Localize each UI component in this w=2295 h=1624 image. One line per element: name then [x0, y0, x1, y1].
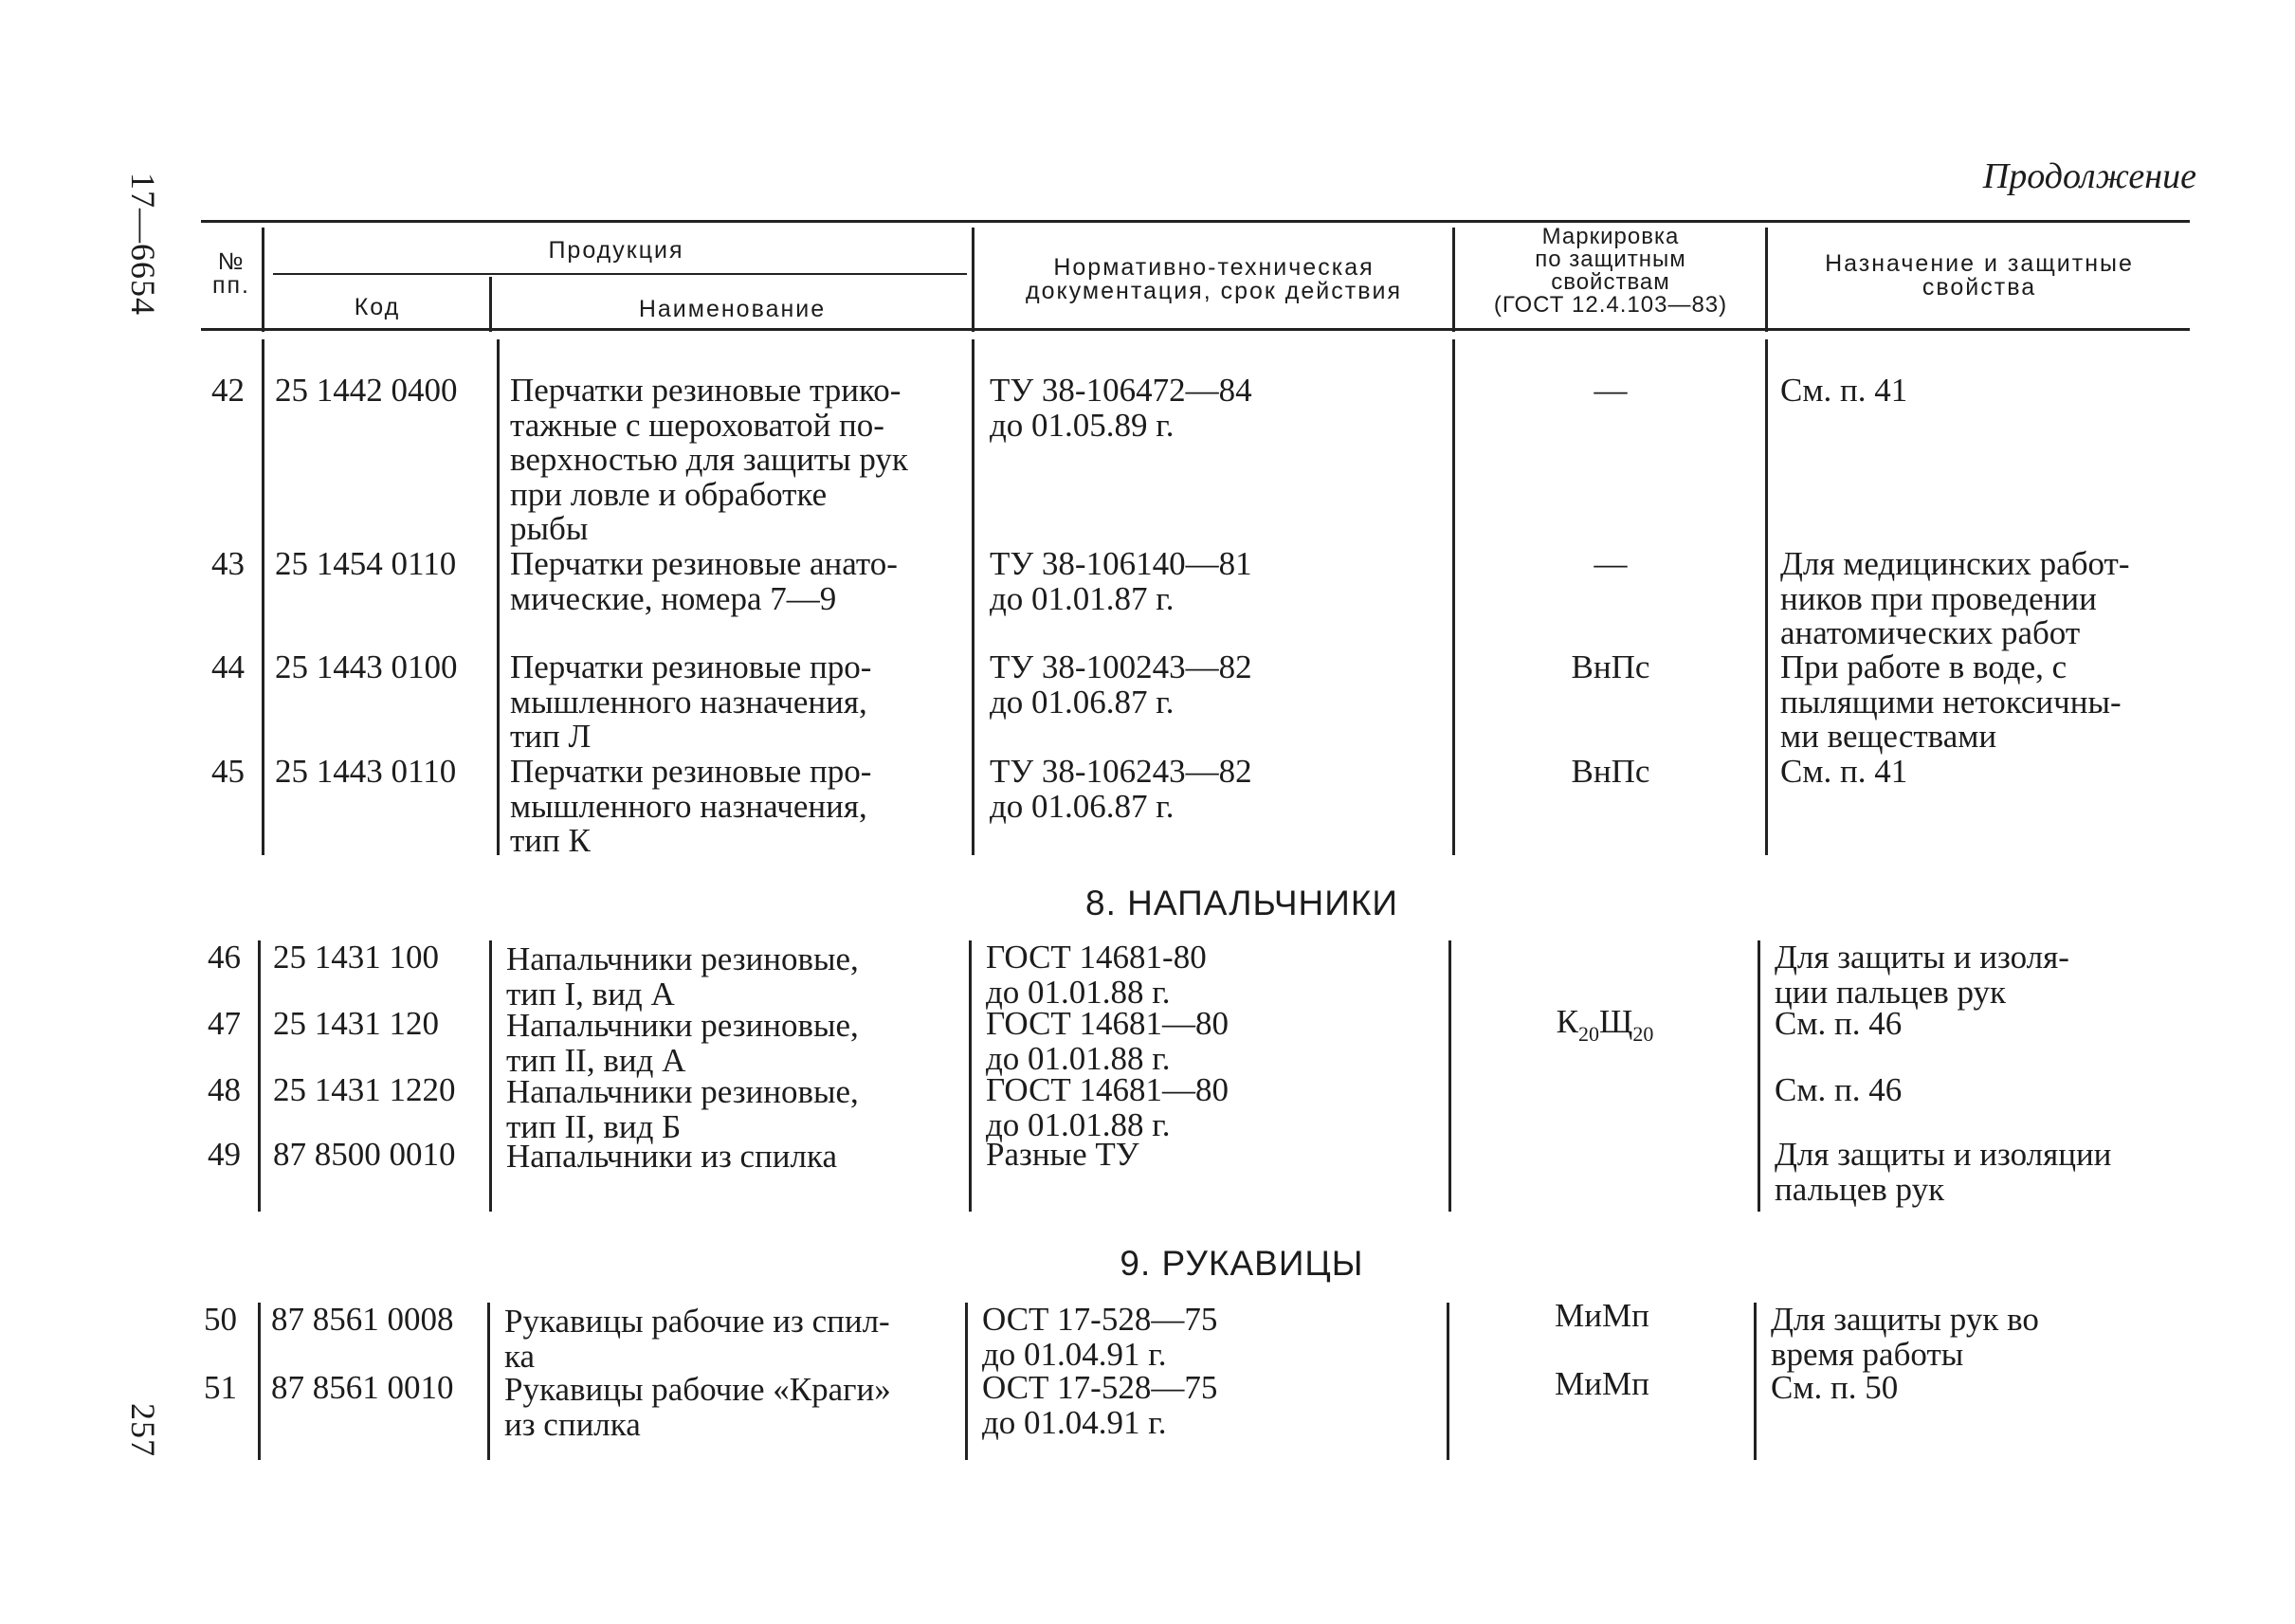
row-number: 45 [211, 753, 245, 790]
column-rule [1447, 1303, 1449, 1460]
product-subheader-rule [273, 273, 967, 275]
row-norm-doc: ТУ 38-106140—81 до 01.01.87 г. [990, 545, 1252, 617]
header-divider [1765, 228, 1768, 332]
header-norm-doc: Нормативно-техническая документация, срок действия [1026, 254, 1402, 304]
column-rule [972, 339, 974, 855]
row-code: 25 1431 100 [273, 939, 439, 976]
header-number: № пп. [211, 248, 251, 299]
row-number: 48 [208, 1071, 241, 1108]
column-rule [969, 940, 972, 1212]
row-marking: — [1594, 372, 1628, 409]
row-marking: ВнПс [1571, 648, 1650, 685]
row-name: Напальчники резиновые, тип II, вид Б [506, 1073, 859, 1145]
row-code: 25 1454 0110 [275, 545, 457, 582]
column-rule [1754, 1303, 1757, 1460]
row-purpose: Для медицинских работ- ников при проведении анатомических работ [1780, 545, 2130, 651]
row-number: 43 [211, 545, 245, 582]
row-name: Рукавицы рабочие из спил- ка [504, 1303, 890, 1375]
row-number: 42 [211, 372, 245, 409]
row-code: 25 1431 120 [273, 1005, 439, 1042]
column-rule [262, 339, 264, 855]
row-purpose: См. п. 41 [1780, 753, 1908, 790]
column-rule [489, 940, 492, 1212]
section-title-fingerstalls: 8. НАПАЛЬЧНИКИ [1085, 884, 1398, 922]
column-rule [1765, 339, 1768, 855]
header-bottom-rule [201, 328, 2190, 331]
header-top-rule [201, 220, 2190, 223]
header-divider [262, 228, 264, 332]
row-name: Напальчники резиновые, тип II, вид А [506, 1007, 859, 1079]
row-marking: ВнПс [1571, 753, 1650, 790]
row-marking: — [1594, 545, 1628, 582]
row-norm-doc: ГОСТ 14681—80 до 01.01.88 г. [986, 1071, 1229, 1143]
row-marking: МиМп [1555, 1297, 1649, 1334]
row-purpose: При работе в воде, с пылящими нетоксичны- ми веществами [1780, 648, 2122, 755]
column-rule [1758, 940, 1760, 1212]
section-title-mittens: 9. РУКАВИЦЫ [1120, 1244, 1364, 1283]
row-name: Рукавицы рабочие «Краги» из спилка [504, 1371, 891, 1443]
row-code: 87 8561 0008 [271, 1301, 454, 1338]
row-purpose: Для защиты и изоля- ции пальцев рук [1775, 939, 2069, 1011]
header-divider [1452, 228, 1455, 332]
column-rule [1452, 339, 1455, 855]
column-rule [258, 940, 261, 1212]
column-rule [258, 1303, 261, 1460]
row-name: Перчатки резиновые анато- мические, номера 7—9 [510, 545, 898, 617]
fingerstall-marking: $К_{20}Щ_{20}$ [1556, 1003, 1654, 1046]
row-name: Перчатки резиновые трико- тажные с шероховатой по- верхностью для защиты рук при ловле и обработке рыбы [510, 372, 908, 547]
row-norm-doc: ГОСТ 14681—80 до 01.01.88 г. [986, 1005, 1229, 1077]
row-name: Напальчники из спилка [506, 1138, 838, 1175]
page-number: 257 [124, 1403, 162, 1457]
row-name: Перчатки резиновые про- мышленного назначения, тип К [510, 753, 872, 859]
row-purpose: Для защиты рук во время работы [1771, 1301, 2039, 1373]
row-code: 87 8500 0010 [273, 1136, 456, 1173]
row-number: 46 [208, 939, 241, 976]
column-rule [497, 339, 500, 855]
row-norm-doc: Разные ТУ [986, 1136, 1139, 1173]
row-number: 47 [208, 1005, 241, 1042]
row-purpose: См. п. 46 [1775, 1071, 1903, 1108]
header-divider [972, 228, 974, 332]
header-name: Наименование [638, 296, 827, 322]
continuation-label: Продолжение [1982, 156, 2196, 196]
row-norm-doc: ТУ 38-106472—84 до 01.05.89 г. [990, 372, 1252, 444]
row-name: Напальчники резиновые, тип I, вид А [506, 940, 859, 1013]
column-rule [487, 1303, 490, 1460]
column-rule [1448, 940, 1451, 1212]
row-norm-doc: ТУ 38-100243—82 до 01.06.87 г. [990, 648, 1252, 721]
row-purpose: См. п. 41 [1780, 372, 1908, 409]
row-norm-doc: ОСТ 17-528—75 до 01.04.91 г. [982, 1301, 1218, 1373]
row-purpose: См. п. 50 [1771, 1369, 1899, 1406]
header-purpose: Назначение и защитные свойства [1825, 250, 2134, 301]
row-code: 25 1431 1220 [273, 1071, 456, 1108]
row-code: 25 1443 0100 [275, 648, 458, 685]
row-norm-doc: ГОСТ 14681-80 до 01.01.88 г. [986, 939, 1207, 1011]
row-purpose: Для защиты и изоляции пальцев рук [1775, 1136, 2112, 1208]
row-code: 25 1443 0110 [275, 753, 457, 790]
row-number: 44 [211, 648, 245, 685]
header-marking: Маркировка по защитным свойствам (ГОСТ 12.4.103—83) [1493, 224, 1728, 318]
header-divider [489, 277, 492, 332]
column-rule [965, 1303, 968, 1460]
row-norm-doc: ОСТ 17-528—75 до 01.04.91 г. [982, 1369, 1218, 1441]
row-purpose: См. п. 46 [1775, 1005, 1903, 1042]
row-number: 50 [204, 1301, 237, 1338]
header-code: Код [354, 294, 401, 320]
header-product: Продукция [548, 237, 684, 264]
side-sheet-number: 17—6654 [124, 173, 162, 316]
row-number: 49 [208, 1136, 241, 1173]
row-code: 25 1442 0400 [275, 372, 458, 409]
row-number: 51 [204, 1369, 237, 1406]
row-marking: МиМп [1555, 1365, 1649, 1402]
row-code: 87 8561 0010 [271, 1369, 454, 1406]
row-name: Перчатки резиновые про- мышленного назначения, тип Л [510, 648, 872, 755]
row-norm-doc: ТУ 38-106243—82 до 01.06.87 г. [990, 753, 1252, 825]
